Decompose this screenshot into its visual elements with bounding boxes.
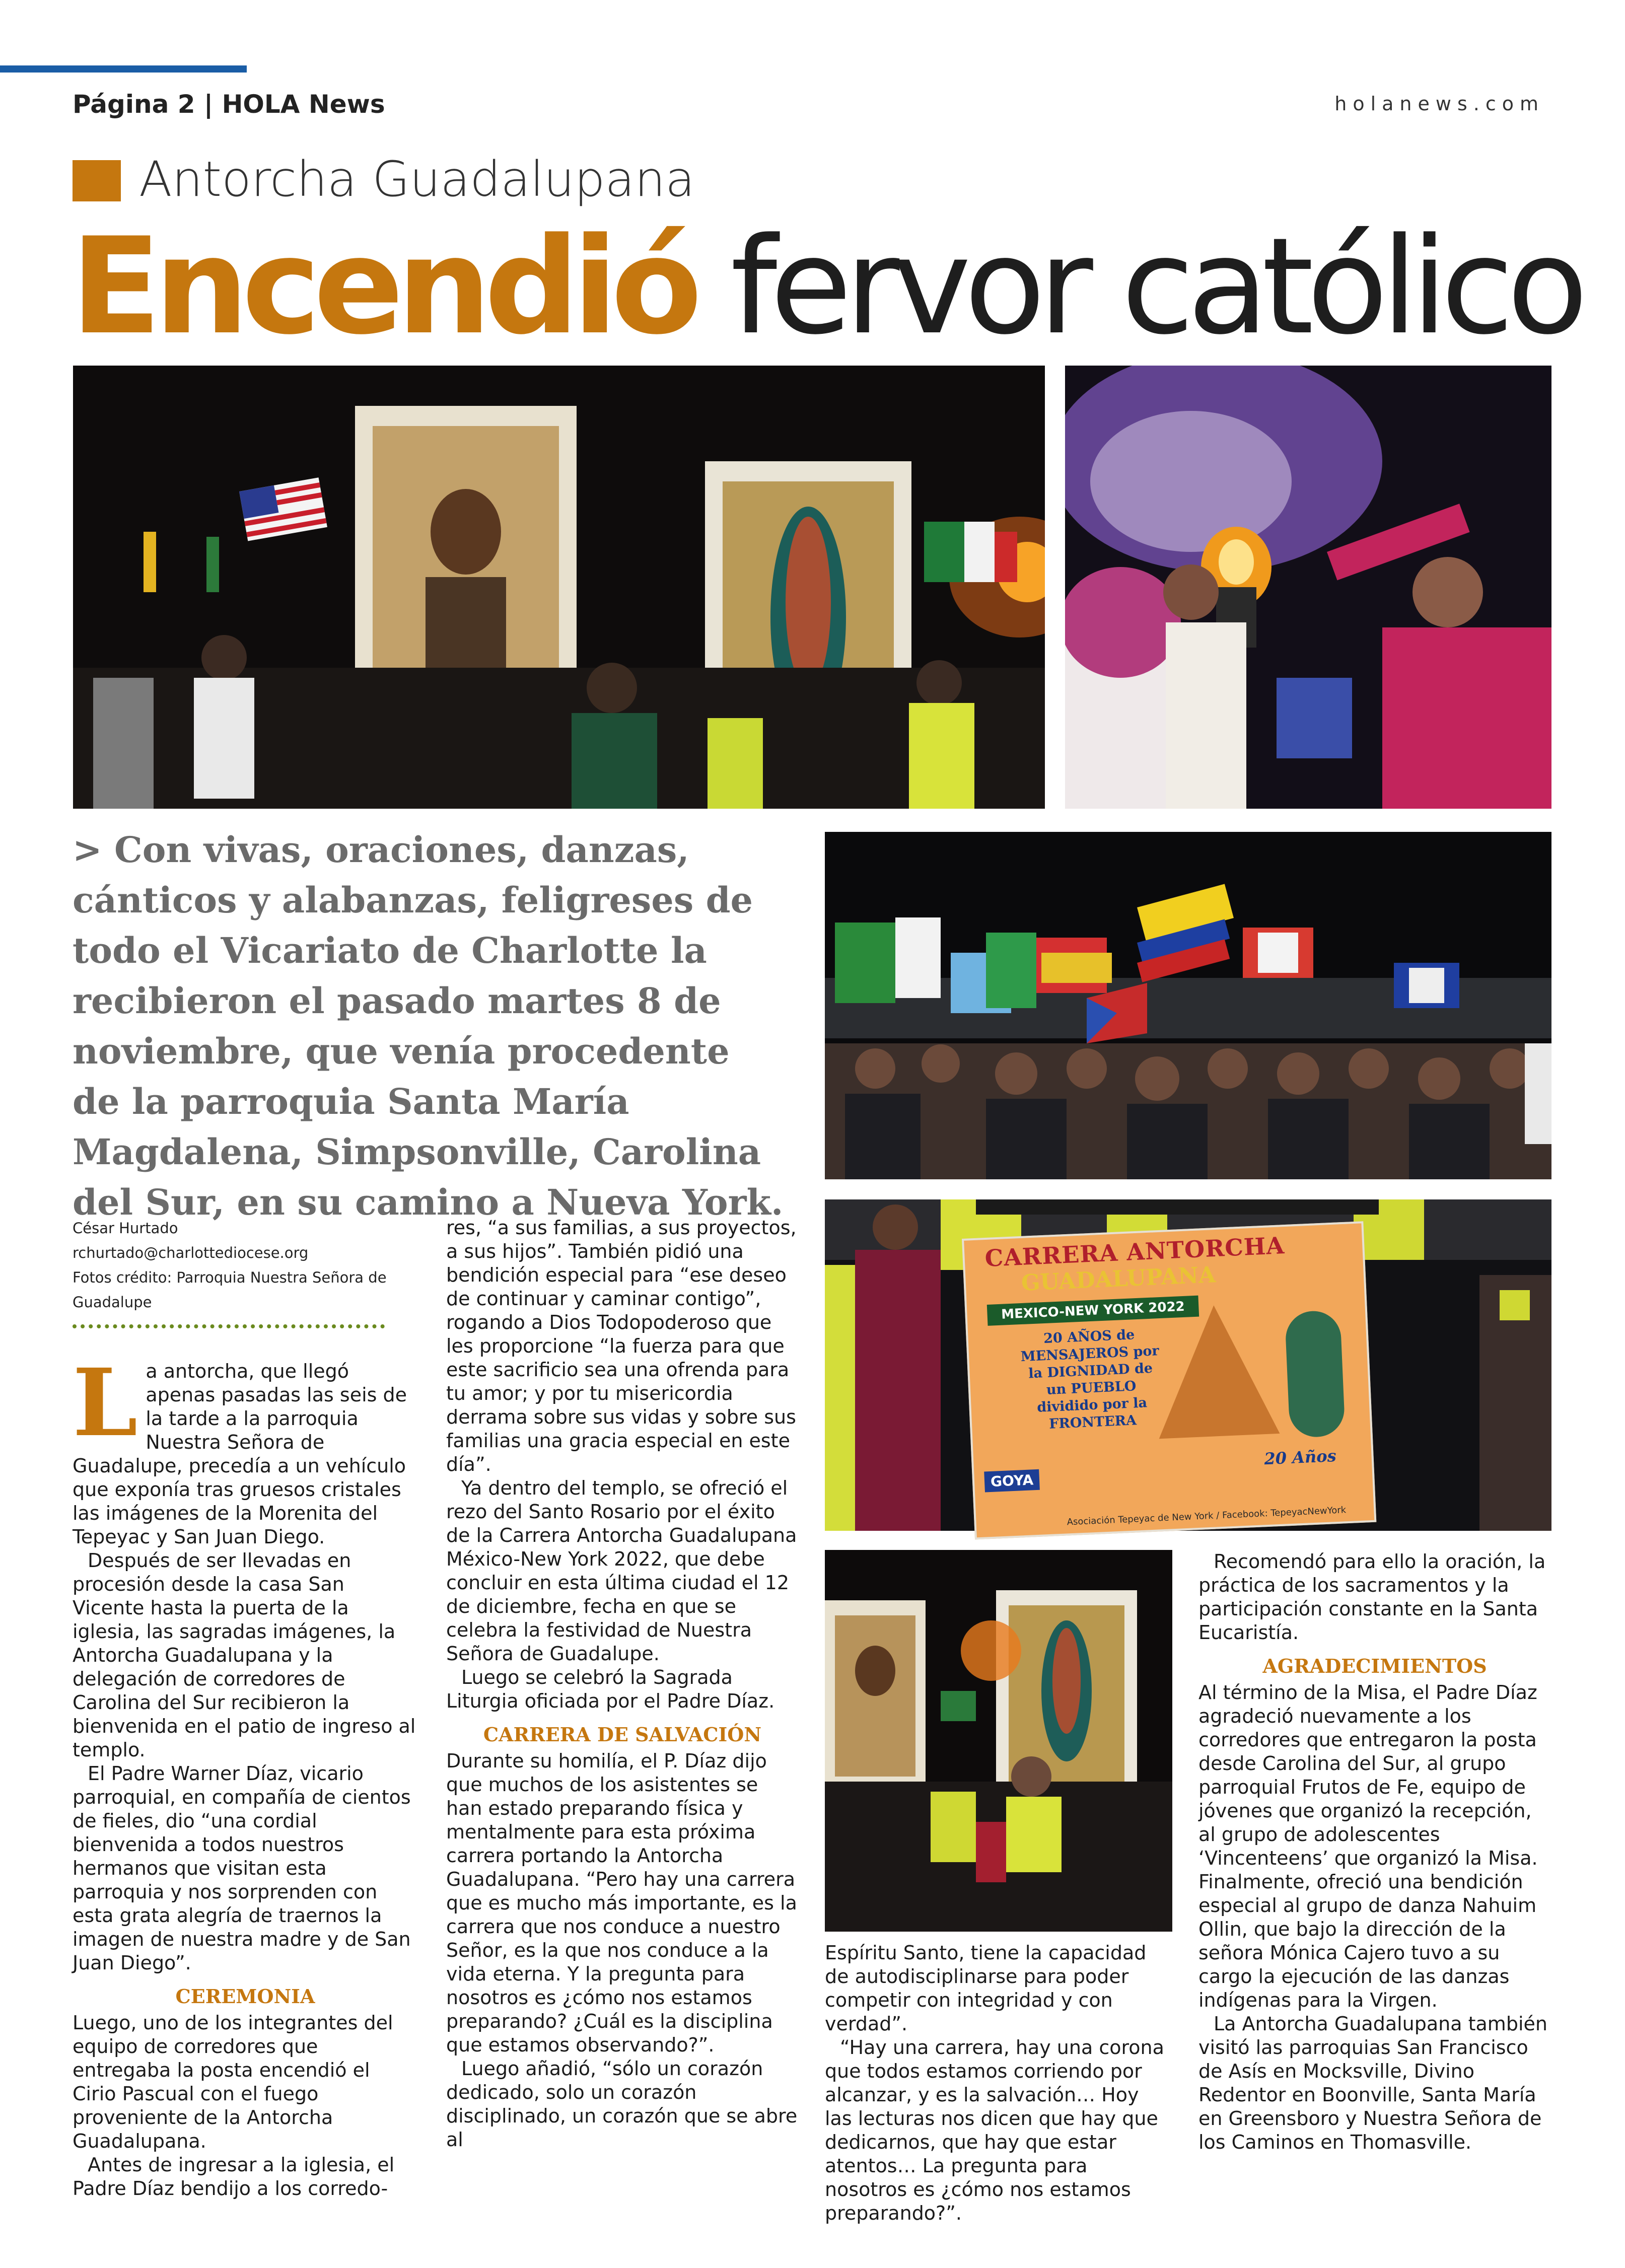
banner-line4: 20 AÑOS de MENSAJEROS por la DIGNIDAD de un PUEBLO dividido por la FRONTERA (1020, 1327, 1160, 1432)
photo-flags-crowd-image (825, 832, 1551, 1179)
banner-line3: MEXICO-NEW YORK 2022 (987, 1296, 1199, 1326)
top-accent-bar (0, 65, 247, 73)
col3-paragraph-2: “Hay una carrera, hay una corona que todos estamos corriendo por alcanzar, y es la salvación… Hoy las lecturas nos dicen que hay que dedicarnos, que hay que estar atentos… La pregunta para nosotros es ¿cómo nos estamos preparando?”. (825, 2036, 1164, 2224)
col1-paragraph-3: El Padre Warner Díaz, vicario parroquial, en compañía de cientos de fieles, dio “una cordial bienvenida a todos nuestros hermanos que visitan esta parroquia y nos sorprenden con esta grata alegría de traernos la imagen de nuestra madre y de San Juan Diego”. (73, 1762, 411, 1974)
photo-procession (73, 366, 1045, 809)
headline (70, 211, 1581, 363)
subhead-agradecimientos: AGRADECIMIENTOS (1262, 1655, 1487, 1677)
intro-deck: > Con vivas, oraciones, danzas, cánticos y alabanzas, feligreses de todo el Vicariato de Charlotte la recibieron el pasado martes 8 de noviembre, que venía procedente de la parroquia Santa María Magdalena, Simpsonville, Carolina del Sur, en su camino a Nueva York. (73, 829, 784, 1223)
kicker: Antorcha Guadalupana (139, 151, 695, 207)
col2-paragraph-1: res, “a sus familias, a sus proyectos, a sus hijos”. También pidió una bendición especial para “ese deseo de continuar y caminar contigo”, rogando a Dios Todopoderoso que les proporcione “la fuerza para que este sacrificio sea una ofrenda para tu amor; y por tu misericordia derrama sobre sus vidas y sobre sus familias una gracia especial en este día”. (446, 1217, 797, 1475)
column-4 (1198, 1550, 1551, 2154)
byline-divider (73, 1324, 385, 1328)
column-1 (73, 1349, 418, 2201)
col4-paragraph-1: Recomendó para ello la oración, la práctica de los sacramentos y la participación constante en la Santa Eucaristía. (1198, 1550, 1546, 1644)
banner-sign (962, 1221, 1376, 1539)
column-3 (825, 1941, 1167, 2225)
subhead-ceremonia: CEREMONIA (175, 1985, 315, 2008)
photo-procession-image (73, 366, 1045, 809)
headline-rest: fervor católico (730, 209, 1581, 364)
kicker-square (73, 160, 121, 201)
photo-torch-lighting-image (1065, 366, 1551, 809)
col2-paragraph-2: Ya dentro del templo, se ofreció el rezo del Santo Rosario por el éxito de la Carrera Antorcha Guadalupana México-New York 2022, que debe concluir en esta última ciudad el 12 de diciembre, fecha en que se celebra la festividad de Nuestra Señora de Guadalupe. (446, 1477, 797, 1665)
top-bar (0, 0, 1625, 83)
byline-photo-credit: Fotos crédito: Parroquia Nuestra Señora de Guadalupe (73, 1269, 387, 1311)
col2-paragraph-4: Durante su homilía, el P. Díaz dijo que muchos de los asistentes se han estado preparando física y mentalmente para esta próxima carrera portando la Antorcha Guadalupana. “Pero hay una carrera que es mucho más importante, es la carrera que nos conduce a nuestro Señor, es la que nos conduce a la vida eterna. Y la pregunta para nosotros es ¿cómo nos estamos preparando? ¿Cuál es la disciplina que estamos observando?”. (446, 1750, 797, 2056)
photo-flags-crowd (825, 832, 1551, 1179)
drop-cap: L (73, 1349, 138, 1457)
banner-line1: CARRERA ANTORCHA (984, 1232, 1286, 1272)
photo-night-procession-image (825, 1550, 1172, 1932)
banner-pyramid (1153, 1303, 1280, 1439)
byline (73, 1216, 425, 1315)
col1-p1-text: a antorcha, que llegó apenas pasadas las seis de la tarde a la parroquia Nuestra Señora de Guadalupe, precedía a un vehículo que exponía tras gruesos cristales las imágenes de la Morenita del Tepeyac y San Juan Diego. (73, 1360, 407, 1548)
col2-paragraph-5: Luego añadió, “sólo un corazón dedicado, solo un corazón disciplinado, un corazón que se abre al (446, 2058, 798, 2151)
banner-footer: Asociación Tepeyac de New York / Facebook: TepeyacNewYork (1067, 1505, 1347, 1528)
banner-virgin (1285, 1310, 1346, 1438)
photo-torch-lighting (1065, 366, 1551, 809)
site-url: holanews.com (1334, 93, 1544, 115)
page-label: Página 2 | HOLA News (73, 90, 385, 119)
photo-night-procession (825, 1550, 1172, 1932)
col4-paragraph-2: Al término de la Misa, el Padre Díaz agradeció nuevamente a los corredores que entregaron la posta desde Carolina del Sur, al grupo parroquial Frutos de Fe, equipo de jóvenes que organizó la recepción, al grupo de adolescentes ‘Vincenteens’ que organizó la Misa. Finalmente, ofreció una bendición especial al grupo de danza Nahuim Ollin, que bajo la dirección de la señora Mónica Cajero tuvo a su cargo la ejecución de las danzas indígenas para la Virgen. (1198, 1681, 1538, 2011)
col1-paragraph-2: Después de ser llevadas en procesión desde la casa San Vicente hasta la puerta de la iglesia, las sagradas imágenes, la Antorcha Guadalupana y la delegación de corredores de Carolina del Sur recibieron la bienvenida en el patio de ingreso al templo. (73, 1549, 416, 1761)
col1-paragraph-5: Antes de ingresar a la iglesia, el Padre Díaz bendijo a los corredo- (73, 2154, 395, 2200)
banner-line2: GUADALUPANA (1020, 1262, 1217, 1296)
col4-paragraph-3: La Antorcha Guadalupana también visitó las parroquias San Francisco de Asís en Mocksville, Divino Redentor en Boonville, Santa María en Greensboro y Nuestra Señora de los Caminos en Thomasville. (1198, 2013, 1547, 2153)
col1-paragraph-4: Luego, uno de los integrantes del equipo de corredores que entregaba la posta encendió el Cirio Pascual con el fuego proveniente de la Antorcha Guadalupana. (73, 2012, 393, 2152)
banner-years: 20 Años (1263, 1446, 1337, 1469)
byline-author: César Hurtado (73, 1220, 178, 1237)
banner-sponsor: GOYA (984, 1469, 1040, 1493)
subhead-carrera: CARRERA DE SALVACIÓN (483, 1723, 762, 1746)
headline-highlight: Encendió (70, 209, 695, 364)
byline-email: rchurtado@charlottediocese.org (73, 1244, 309, 1261)
col3-paragraph-1: Espíritu Santo, tiene la capacidad de autodisciplinarse para poder competir con integridad y con verdad”. (825, 1942, 1147, 2035)
col2-paragraph-3: Luego se celebró la Sagrada Liturgia oficiada por el Padre Díaz. (446, 1666, 775, 1712)
col1-paragraph-1 (73, 1349, 418, 1549)
column-2 (446, 1216, 799, 2152)
